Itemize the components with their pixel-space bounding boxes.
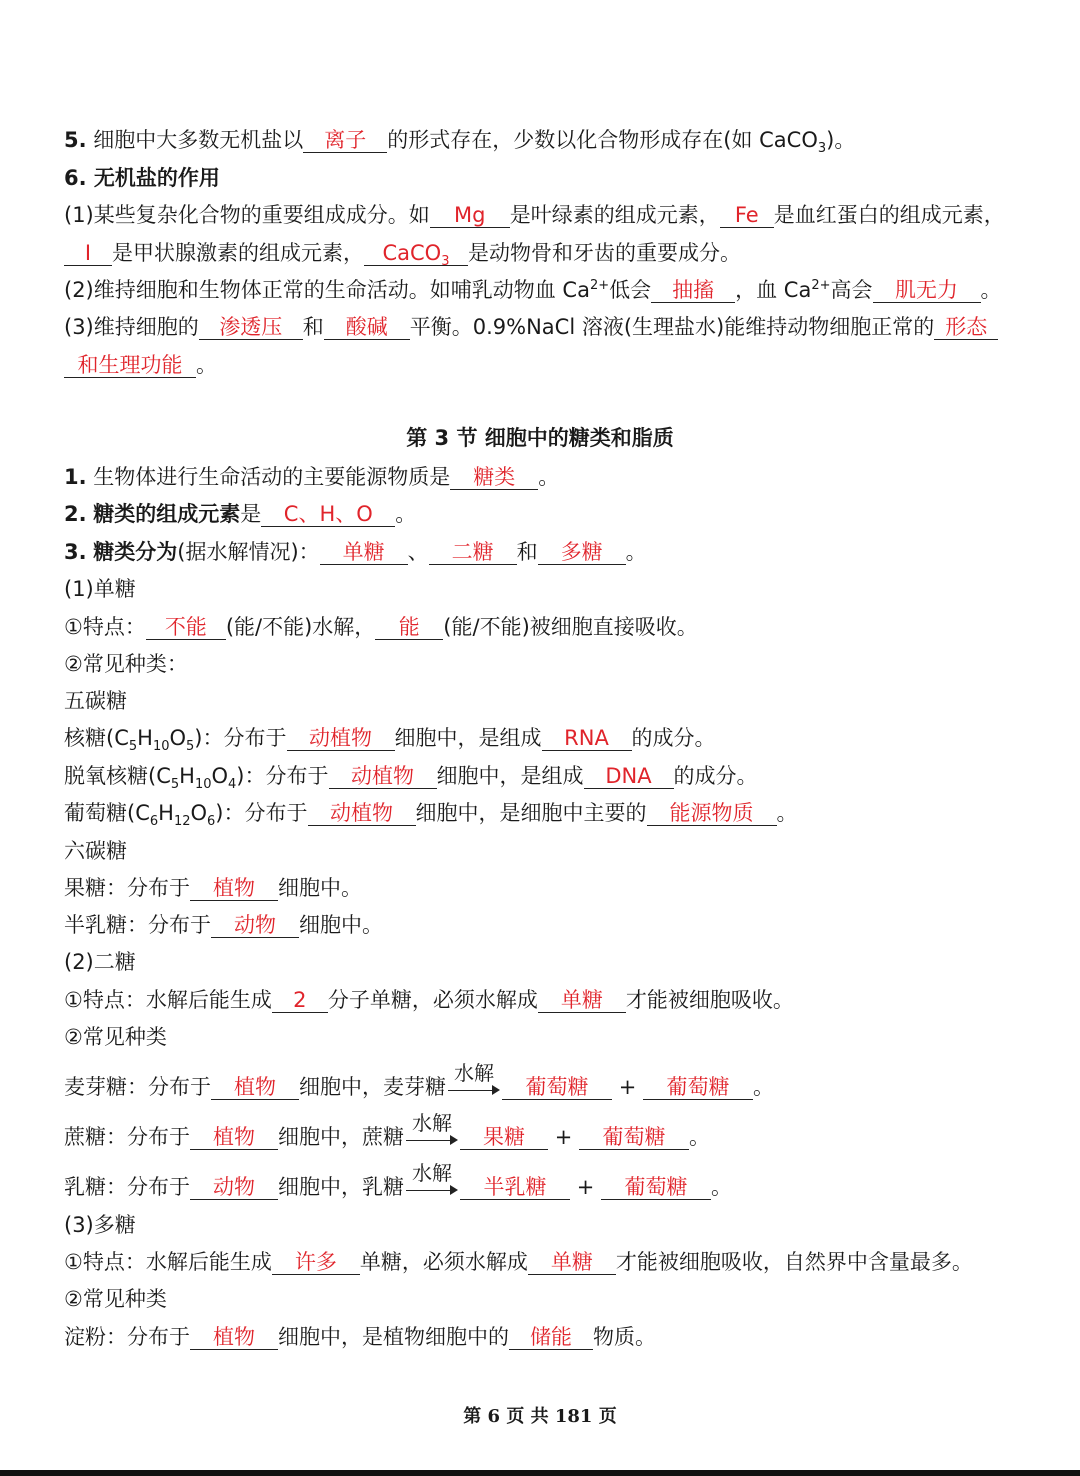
text: 和 <box>302 315 324 339</box>
text: 细胞中，是组成 <box>394 726 542 750</box>
text: 。 <box>538 465 560 489</box>
page-footer: 第 6 页 共 181 页 <box>463 1406 617 1427</box>
text: 核糖(C <box>64 726 129 750</box>
answer-blank: 能源物质 <box>647 801 777 826</box>
text: ，血 Ca <box>735 278 812 302</box>
answer-blank: C、H、O <box>261 502 395 527</box>
answer-blank: 抽搐 <box>651 278 735 303</box>
text: 的形式存在，少数以化合物形成存在(如 CaCO <box>387 128 818 152</box>
mono-title: (1)单糖 <box>64 577 136 601</box>
answer-blank: Fe <box>720 203 774 228</box>
point-6-1a <box>64 201 1040 229</box>
poly-types: ②常见种类 <box>64 1287 167 1311</box>
plus-sign: + <box>618 1075 637 1099</box>
text: 细胞中，乳糖 <box>278 1175 404 1199</box>
hydrolysis-arrow-icon <box>406 1111 458 1151</box>
item-3 <box>64 538 1040 566</box>
answer-blank: 植物 <box>190 1125 278 1150</box>
answer-blank: 肌无力 <box>873 278 981 303</box>
answer-blank: 植物 <box>190 876 278 901</box>
text: )：分布于 <box>194 726 287 750</box>
text: 半乳糖：分布于 <box>64 913 211 937</box>
poly-features <box>64 1248 1040 1276</box>
text: 麦芽糖：分布于 <box>64 1075 211 1099</box>
deoxyribose-line: 脱氧核糖$(C_5H_{10}O_4)$：分布于 动植物 细胞中，是组成 DNA 的成分。 <box>64 764 758 793</box>
answer-blank: Mg <box>430 203 510 228</box>
answer-blank: 葡萄糖 <box>579 1125 689 1150</box>
plus-sign: + <box>554 1125 573 1149</box>
answer-blank: 二糖 <box>429 540 517 565</box>
point-5 <box>64 126 1040 157</box>
answer-blank: 动植物 <box>308 801 416 826</box>
text: 平衡。0.9%NaCl 溶液(生理盐水)能维持动物细胞正常的 <box>409 315 935 339</box>
subscript: 5 <box>186 739 195 755</box>
text: 细胞中，麦芽糖 <box>299 1075 446 1099</box>
point-6-2 <box>64 276 1040 304</box>
answer-blank: 葡萄糖 <box>502 1075 612 1100</box>
text: 糖类分为 <box>93 540 178 564</box>
text: )。 <box>826 128 856 152</box>
subscript: 3 <box>441 254 450 270</box>
text: 生物体进行生命活动的主要能源物质是 <box>93 465 451 489</box>
ribose-line: 核糖$(C_5H_{10}O_5)$：分布于 动植物 细胞中，是组成 RNA 的成分。 <box>64 726 716 755</box>
text: 。 <box>196 353 217 377</box>
answer-blank <box>364 241 468 270</box>
text: (3)维持细胞的 <box>64 315 199 339</box>
item-number: 5. <box>64 128 87 152</box>
text: ①特点： <box>64 615 146 639</box>
text: ①特点：水解后能生成 <box>64 1250 272 1274</box>
text: 细胞中。 <box>278 876 362 900</box>
item-number: 3. <box>64 540 87 564</box>
point-6-heading <box>64 164 1040 192</box>
point-6-3b <box>64 351 1040 379</box>
text: 和 <box>516 540 538 564</box>
item-2 <box>64 500 1040 528</box>
subscript: 5 <box>170 777 180 793</box>
text: 糖类的组成元素 <box>93 502 241 526</box>
text: 果糖：分布于 <box>64 876 190 900</box>
text: 细胞中大多数无机盐以 <box>93 128 304 152</box>
superscript: 2+ <box>811 278 831 293</box>
arrow-label: 水解 <box>412 1161 452 1185</box>
subscript: 4 <box>228 777 237 793</box>
text: CaCO <box>382 241 442 265</box>
answer-blank: 渗透压 <box>199 315 303 340</box>
text: 淀粉：分布于 <box>64 1325 190 1349</box>
item-number: 6. <box>64 166 87 190</box>
text: 是 <box>240 502 262 526</box>
hydrolysis-arrow-icon <box>448 1061 500 1101</box>
glucose-line: 葡萄糖$(C_6H_{12}O_6)$：分布于 动植物 细胞中，是细胞中主要的 能源物质 。 <box>64 801 798 830</box>
answer-blank: DNA <box>584 764 674 789</box>
text: 细胞中，是细胞中主要的 <box>415 801 647 825</box>
text: 高会 <box>830 278 873 302</box>
plus-sign: + <box>576 1175 595 1199</box>
answer-blank: 动物 <box>211 913 299 938</box>
subscript: 10 <box>194 777 212 793</box>
answer-blank: I <box>64 241 112 266</box>
answer-blank: 动植物 <box>287 726 395 751</box>
text: 细胞中，蔗糖 <box>278 1125 404 1149</box>
answer-blank: 植物 <box>190 1325 278 1350</box>
answer-blank: 储能 <box>509 1325 593 1350</box>
pentose-heading: 五碳糖 <box>64 689 127 713</box>
section-title: 第 3 节 细胞中的糖类和脂质 <box>406 426 674 450</box>
subscript: 12 <box>173 814 191 830</box>
mono-features <box>64 613 1040 641</box>
text: 。 <box>625 540 647 564</box>
text: )：分布于 <box>215 801 308 825</box>
arrow-label: 水解 <box>454 1061 494 1085</box>
bottom-rule <box>0 1470 1080 1476</box>
hydrolysis-arrow-icon <box>406 1161 458 1201</box>
arrow-label: 水解 <box>412 1111 452 1135</box>
item-number: 1. <box>64 465 87 489</box>
answer-blank: 果糖 <box>460 1125 548 1150</box>
text: 的成分。 <box>631 726 716 750</box>
text: ①特点：水解后能生成 <box>64 988 272 1012</box>
di-features <box>64 986 1040 1014</box>
galactose-line <box>64 911 1040 939</box>
sucrose-line <box>64 1111 1040 1151</box>
answer-blank: 不能 <box>146 615 226 640</box>
answer-blank: 动植物 <box>329 764 437 789</box>
text: 的成分。 <box>673 764 758 788</box>
starch-line <box>64 1323 1040 1351</box>
answer-blank: 多糖 <box>538 540 626 565</box>
subscript: 5 <box>128 739 138 755</box>
text: 乳糖：分布于 <box>64 1175 190 1199</box>
answer-blank: 动物 <box>190 1175 278 1200</box>
answer-blank: 形态 <box>934 315 998 340</box>
text: 、 <box>407 540 429 564</box>
mono-types: ②常见种类： <box>64 652 188 676</box>
hexose-heading: 六碳糖 <box>64 839 127 863</box>
text: 是叶绿素的组成元素， <box>509 203 720 227</box>
subscript: 10 <box>152 739 170 755</box>
superscript: 2+ <box>589 278 610 293</box>
text: (1)某些复杂化合物的重要组成成分。如 <box>64 203 430 227</box>
text: 蔗糖：分布于 <box>64 1125 190 1149</box>
point-6-1b <box>64 239 1040 270</box>
text: 分子单糖，必须水解成 <box>327 988 538 1012</box>
lactose-line <box>64 1161 1040 1201</box>
text: 才能被细胞吸收，自然界中含量最多。 <box>615 1250 973 1274</box>
text: 低会 <box>609 278 652 302</box>
text: 单糖，必须水解成 <box>359 1250 528 1274</box>
text: 。 <box>752 1075 774 1099</box>
answer-blank: 单糖 <box>320 540 408 565</box>
answer-blank: RNA <box>542 726 632 751</box>
text: (2)维持细胞和生物体正常的生命活动。如哺乳动物血 Ca <box>64 278 590 302</box>
text: )：分布于 <box>236 764 329 788</box>
text: 。 <box>395 502 417 526</box>
maltose-line <box>64 1061 1040 1101</box>
text: 。 <box>776 801 798 825</box>
item-1 <box>64 463 1040 491</box>
answer-blank: 葡萄糖 <box>601 1175 711 1200</box>
text: 是甲状腺激素的组成元素， <box>112 241 364 265</box>
point-6-3a <box>64 313 1040 341</box>
subscript: 3 <box>817 141 827 157</box>
text: 。 <box>710 1175 732 1199</box>
text: (能/不能)水解， <box>225 615 376 639</box>
text: 葡萄糖(C <box>64 801 150 825</box>
di-title: (2)二糖 <box>64 950 136 974</box>
poly-title: (3)多糖 <box>64 1213 136 1237</box>
text: 细胞中，是组成 <box>436 764 584 788</box>
fructose-line <box>64 874 1040 902</box>
answer-blank: 离子 <box>303 128 387 153</box>
subscript: 6 <box>149 814 159 830</box>
text: 细胞中。 <box>299 913 383 937</box>
text: 才能被细胞吸收。 <box>625 988 794 1012</box>
answer-blank: 植物 <box>211 1075 299 1100</box>
answer-blank: 许多 <box>272 1250 360 1275</box>
answer-blank: 2 <box>272 988 328 1013</box>
answer-blank: 和生理功能 <box>64 353 196 378</box>
text: 。 <box>980 278 1002 302</box>
heading-text: 无机盐的作用 <box>93 166 220 190</box>
item-number: 2. <box>64 502 87 526</box>
text: 是动物骨和牙齿的重要成分。 <box>468 241 741 265</box>
text: (能/不能)被细胞直接吸收。 <box>443 615 698 639</box>
text: 。 <box>688 1125 710 1149</box>
answer-blank: 半乳糖 <box>460 1175 570 1200</box>
answer-blank: 单糖 <box>538 988 626 1013</box>
text: 脱氧核糖(C <box>64 764 171 788</box>
answer-blank: 糖类 <box>450 465 538 490</box>
text: (据水解情况)： <box>177 540 320 564</box>
answer-blank: 葡萄糖 <box>643 1075 753 1100</box>
text: 物质。 <box>593 1325 656 1349</box>
text: 是血红蛋白的组成元素， <box>773 203 1005 227</box>
answer-blank: 单糖 <box>528 1250 616 1275</box>
text: 细胞中，是植物细胞中的 <box>278 1325 509 1349</box>
subscript: 6 <box>207 814 216 830</box>
di-types: ②常见种类 <box>64 1025 167 1049</box>
answer-blank: 酸碱 <box>324 315 410 340</box>
answer-blank: 能 <box>375 615 443 640</box>
